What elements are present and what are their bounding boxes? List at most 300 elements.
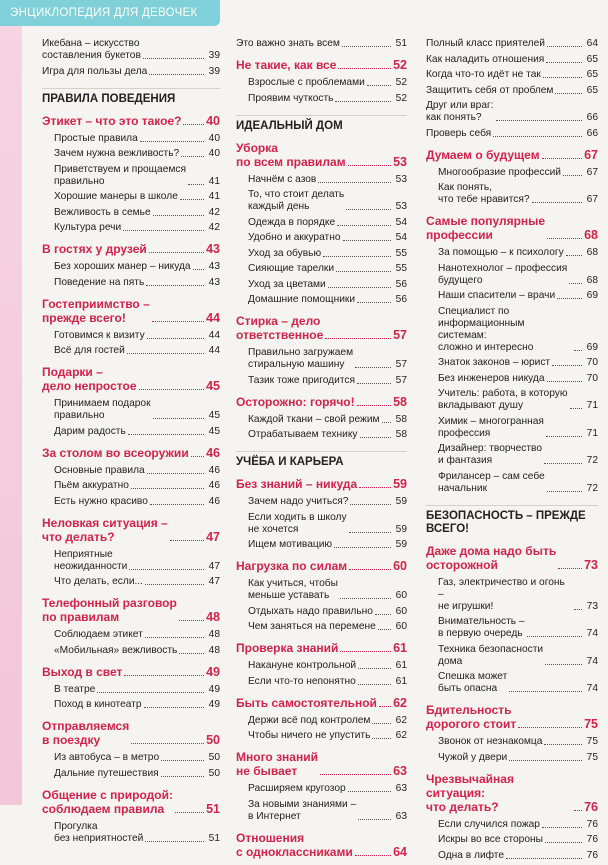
toc-entry[interactable] <box>236 783 407 795</box>
page-number: 47 <box>208 560 220 572</box>
entry-title: Одежда в порядке <box>248 216 336 228</box>
dot-leader <box>175 812 204 813</box>
toc-topic[interactable] <box>42 114 220 128</box>
entry-title: Дизайнер: творчество и фантазия <box>438 443 543 466</box>
dot-leader <box>336 271 391 272</box>
page-number: 51 <box>208 832 220 844</box>
toc-entry[interactable] <box>236 232 407 244</box>
toc-topic[interactable] <box>42 242 220 256</box>
toc-entry[interactable] <box>42 768 220 780</box>
toc-entry[interactable] <box>236 77 407 89</box>
entry-title: Домашние помощники <box>248 294 356 305</box>
dot-leader <box>191 456 204 457</box>
page-number: 56 <box>395 294 407 305</box>
page-number: 75 <box>586 736 598 747</box>
dot-leader <box>149 74 204 75</box>
entry-title: В театре <box>54 683 96 695</box>
toc-entry[interactable] <box>42 398 220 422</box>
entry-title: Газ, электричество и огонь – не игрушки! <box>438 576 565 612</box>
dot-leader <box>320 774 391 775</box>
entry-title: Чужой у двери <box>438 751 508 763</box>
page-number: 40 <box>206 113 220 128</box>
dot-leader <box>323 256 391 257</box>
toc-topic[interactable] <box>42 297 220 325</box>
dot-leader <box>131 743 204 744</box>
dot-leader <box>343 240 391 241</box>
dot-leader <box>153 215 204 216</box>
dot-leader <box>357 302 391 303</box>
dot-leader <box>359 487 391 488</box>
toc-entry[interactable] <box>42 699 220 711</box>
page-number: 53 <box>393 154 407 169</box>
dot-leader <box>338 68 391 69</box>
page-number: 48 <box>206 610 220 624</box>
toc-entry[interactable] <box>426 819 598 831</box>
entry-title: То, что стоит делать каждый день <box>248 189 345 212</box>
toc-entry[interactable] <box>236 799 407 823</box>
entry-title: Икебана – искусство составления букетов <box>42 38 141 61</box>
toc-entry[interactable] <box>42 821 220 845</box>
toc-topic[interactable] <box>426 544 598 572</box>
dot-leader <box>496 120 582 121</box>
page-number: 46 <box>208 480 220 491</box>
dot-leader <box>123 230 204 231</box>
entry-title: Хорошие манеры в школе <box>54 191 178 202</box>
dot-leader <box>334 547 391 548</box>
entry-title: Из автобуса – в метро <box>54 752 160 763</box>
toc-entry[interactable] <box>236 539 407 551</box>
toc-topic[interactable] <box>236 831 407 859</box>
entry-title: Уход за цветами <box>248 278 326 290</box>
toc-entry[interactable] <box>42 222 220 234</box>
entry-title: Нанотехнолог – профессия будущего <box>438 262 568 286</box>
entry-title: Химик – многогранная профессия <box>438 415 544 439</box>
dot-leader <box>348 791 391 792</box>
dot-leader <box>569 283 582 284</box>
topic-title: Стирка – дело ответственное <box>236 314 324 342</box>
toc-entry[interactable] <box>42 629 220 641</box>
page-number: 70 <box>586 357 598 368</box>
toc-column-3 <box>426 38 598 865</box>
page-number: 59 <box>395 523 407 535</box>
topic-title: Проверка знаний <box>236 641 339 655</box>
page-number: 57 <box>395 359 407 370</box>
toc-entry[interactable] <box>42 549 220 573</box>
toc-entry[interactable] <box>236 189 407 213</box>
page-number: 68 <box>586 247 598 258</box>
dot-leader <box>566 255 582 256</box>
dot-leader <box>552 365 582 366</box>
toc-entry[interactable] <box>236 248 407 260</box>
entry-title: Если ходить в школу не хочется <box>248 511 347 535</box>
toc-entry[interactable] <box>236 347 407 371</box>
toc-entry[interactable] <box>42 465 220 477</box>
dot-leader <box>149 252 204 253</box>
entry-title: Всё для гостей <box>54 345 125 356</box>
toc-entry[interactable] <box>42 496 220 508</box>
toc-entry[interactable] <box>426 644 598 668</box>
dot-leader <box>379 706 391 707</box>
dot-leader <box>328 287 391 288</box>
page-number: 76 <box>584 799 598 814</box>
page-number: 53 <box>395 201 407 212</box>
toc-entry[interactable] <box>426 443 598 467</box>
topic-title: Подарки – дело непростое <box>42 365 137 393</box>
toc-entry[interactable] <box>426 616 598 640</box>
toc-entry[interactable] <box>236 496 407 508</box>
page-number: 68 <box>586 274 598 286</box>
page-number: 63 <box>393 764 407 778</box>
page-number: 63 <box>395 783 407 794</box>
toc-topic[interactable] <box>42 446 220 460</box>
dot-leader <box>325 338 391 339</box>
page-number: 69 <box>586 341 598 353</box>
toc-entry[interactable] <box>42 277 220 289</box>
toc-entry[interactable] <box>426 577 598 613</box>
dot-leader <box>547 238 582 239</box>
dot-leader <box>542 158 582 159</box>
entry-title: Зачем нужна вежливость? <box>54 148 180 159</box>
dot-leader <box>358 684 391 685</box>
entry-title: Принимаем подарок правильно <box>54 398 151 421</box>
page-number: 64 <box>393 844 407 859</box>
topic-title: Думаем о будущем <box>426 147 540 162</box>
entry-title: Техника безопасности дома <box>438 643 544 667</box>
toc-entry[interactable] <box>236 512 407 536</box>
dot-leader <box>509 691 582 692</box>
page-number: 59 <box>395 539 407 550</box>
toc-entry[interactable] <box>426 850 598 862</box>
header-title: ЭНЦИКЛОПЕДИЯ ДЛЯ ДЕВОЧЕК <box>10 7 198 19</box>
toc-topic[interactable] <box>236 750 407 778</box>
dot-leader <box>145 637 204 638</box>
toc-entry[interactable] <box>42 645 220 657</box>
topic-title: Этикет – что это такое? <box>42 113 182 128</box>
page-number: 57 <box>395 374 407 386</box>
toc-entry[interactable] <box>426 100 598 124</box>
toc-entry[interactable] <box>42 330 220 342</box>
toc-entry[interactable] <box>42 261 220 273</box>
dot-leader <box>335 101 391 102</box>
dot-leader <box>544 744 582 745</box>
toc-topic[interactable] <box>236 696 407 710</box>
toc-entry[interactable] <box>426 54 598 66</box>
dot-leader <box>346 209 391 210</box>
topic-title: Телефонный разговор по правилам <box>42 596 177 624</box>
toc-entry[interactable] <box>426 247 598 259</box>
entry-title: Чтобы ничего не упустить <box>248 730 371 741</box>
topic-title: Неловкая ситуация – что делать? <box>42 515 168 544</box>
entry-title: Начнём с азов <box>248 173 317 185</box>
toc-topic[interactable] <box>236 641 407 655</box>
topic-title: Нагрузка по силам <box>236 559 348 573</box>
dot-leader <box>150 504 204 505</box>
page-number: 44 <box>208 329 220 341</box>
page-number: 74 <box>586 628 598 639</box>
toc-entry[interactable] <box>236 414 407 426</box>
entry-title: Знаток законов – юрист <box>438 357 551 368</box>
entry-title: Зачем надо учиться? <box>248 496 349 507</box>
page-number: 42 <box>208 206 220 218</box>
toc-entry[interactable] <box>426 290 598 302</box>
topic-title: Гостеприимство – прежде всего! <box>42 296 150 325</box>
toc-entry[interactable] <box>426 85 598 97</box>
toc-entry[interactable] <box>426 752 598 764</box>
toc-entry[interactable] <box>426 357 598 369</box>
toc-entry[interactable] <box>236 578 407 602</box>
entry-title: Взрослые с проблемами <box>248 77 365 88</box>
dot-leader <box>193 269 204 270</box>
page-number: 52 <box>395 77 407 88</box>
page-number: 40 <box>208 132 220 144</box>
entry-title: Защитить себя от проблем <box>426 84 554 96</box>
dot-leader <box>342 46 391 47</box>
page-number: 41 <box>208 175 220 187</box>
toc-entry[interactable] <box>42 345 220 357</box>
entry-title: Что делать, если... <box>54 576 144 587</box>
page-number: 65 <box>586 53 598 65</box>
page-number: 58 <box>395 413 407 425</box>
page-number: 65 <box>586 84 598 96</box>
toc-entry[interactable] <box>42 66 220 78</box>
page-number: 61 <box>393 641 407 655</box>
toc-entry[interactable] <box>426 182 598 206</box>
dot-leader <box>506 858 582 859</box>
toc-topic[interactable] <box>42 719 220 747</box>
toc-entry[interactable] <box>236 93 407 105</box>
dot-leader <box>543 77 582 78</box>
dot-leader <box>161 776 204 777</box>
toc-topic[interactable] <box>426 772 598 814</box>
page-number: 49 <box>206 664 220 679</box>
toc-topic[interactable] <box>42 596 220 624</box>
section-heading: БЕЗОПАСНОСТЬ – ПРЕЖДЕ ВСЕГО! <box>426 505 598 536</box>
toc-entry[interactable] <box>42 191 220 203</box>
dot-leader <box>367 85 391 86</box>
page-number: 54 <box>395 216 407 228</box>
toc-topic[interactable] <box>236 314 407 342</box>
dot-leader <box>147 338 204 339</box>
page-number: 53 <box>395 173 407 185</box>
entry-title: Пьём аккуратно <box>54 480 129 491</box>
toc-entry[interactable] <box>42 207 220 219</box>
topic-title: Быть самостоятельной <box>236 695 377 710</box>
toc-entry[interactable] <box>42 752 220 764</box>
page-number: 62 <box>393 695 407 710</box>
page-number: 57 <box>393 328 407 342</box>
page-number: 73 <box>586 600 598 612</box>
dot-leader <box>183 124 204 125</box>
dot-leader <box>143 58 204 59</box>
page-number: 45 <box>208 425 220 437</box>
dot-leader <box>139 389 205 390</box>
toc-entry[interactable] <box>42 133 220 145</box>
toc-entry[interactable] <box>42 426 220 438</box>
entry-title: «Мобильная» вежливость <box>54 644 178 656</box>
topic-title: Осторожно: горячо! <box>236 394 355 409</box>
dot-leader <box>527 636 582 637</box>
toc-entry[interactable] <box>236 279 407 291</box>
toc-entry[interactable] <box>426 69 598 81</box>
dot-leader <box>181 156 204 157</box>
topic-title: Без знаний – никуда <box>236 477 358 491</box>
entry-title: Многообразие профессий <box>438 166 561 178</box>
dot-leader <box>555 93 582 94</box>
toc-entry[interactable] <box>426 167 598 179</box>
toc-entry[interactable] <box>42 148 220 160</box>
entry-title: За новыми знаниями – в Интернет <box>248 798 357 822</box>
entry-title: Одна в лифте <box>438 849 505 861</box>
toc-entry[interactable] <box>42 480 220 492</box>
dot-leader <box>574 810 582 811</box>
toc-entry[interactable] <box>42 684 220 696</box>
topic-title: Не такие, как все <box>236 58 337 72</box>
toc-entry[interactable] <box>42 164 220 188</box>
entry-title: Сияющие тарелки <box>248 263 335 274</box>
entry-title: Отрабатываем технику <box>248 429 358 440</box>
dot-leader <box>128 434 204 435</box>
page-number: 67 <box>586 194 598 205</box>
entry-title: Если что-то непонятно <box>248 675 356 687</box>
toc-entry[interactable] <box>426 736 598 748</box>
dot-leader <box>140 141 204 142</box>
toc-entry[interactable] <box>426 416 598 440</box>
entry-title: Игра для пользы дела <box>42 65 148 77</box>
toc-entry[interactable] <box>236 38 407 50</box>
toc-entry[interactable] <box>42 576 220 588</box>
entry-title: Проявим чуткость <box>248 92 334 104</box>
toc-entry[interactable] <box>236 217 407 229</box>
toc-topic[interactable] <box>236 477 407 491</box>
page-number: 76 <box>586 834 598 845</box>
dot-leader <box>360 437 392 438</box>
toc-topic[interactable] <box>236 141 407 169</box>
entry-title: Чем заняться на перемене <box>248 621 376 632</box>
entry-title: Держи всё под контролем <box>248 714 371 726</box>
dot-leader <box>372 738 391 739</box>
toc-entry[interactable] <box>426 388 598 412</box>
toc-topic[interactable] <box>236 58 407 72</box>
topic-title: Выход в свет <box>42 664 123 679</box>
dot-leader <box>357 405 391 406</box>
toc-entry[interactable] <box>426 306 598 354</box>
page-number: 42 <box>208 222 220 233</box>
dot-leader <box>358 668 391 669</box>
toc-entry[interactable] <box>236 621 407 633</box>
toc-entry[interactable] <box>426 471 598 495</box>
page-number: 72 <box>586 455 598 466</box>
toc-entry[interactable] <box>426 373 598 385</box>
entry-title: Наши спасители – врачи <box>438 290 556 301</box>
dot-leader <box>509 760 582 761</box>
entry-title: Отдыхать надо правильно <box>248 605 373 617</box>
entry-title: Искры во все стороны <box>438 834 543 845</box>
page-number: 72 <box>586 482 598 494</box>
page-number: 39 <box>208 50 220 61</box>
page-number: 67 <box>586 166 598 178</box>
page-number: 52 <box>393 58 407 72</box>
page-number: 39 <box>208 65 220 77</box>
page-number: 62 <box>395 714 407 726</box>
toc-topic[interactable] <box>236 559 407 573</box>
toc-topic[interactable] <box>42 788 220 816</box>
toc-entry[interactable] <box>236 263 407 275</box>
entry-title: Друг или враг: как понять? <box>426 100 494 123</box>
running-header <box>0 0 220 26</box>
topic-title: В гостях у друзей <box>42 242 147 256</box>
toc-entry[interactable] <box>236 294 407 306</box>
dot-leader <box>145 841 204 842</box>
page-number: 75 <box>586 751 598 763</box>
entry-title: Тазик тоже пригодится <box>248 374 355 386</box>
toc-entry[interactable] <box>426 671 598 695</box>
toc-entry[interactable] <box>236 429 407 441</box>
toc-entry[interactable] <box>236 715 407 727</box>
toc-entry[interactable] <box>426 263 598 287</box>
topic-title: Бдительность дорогого стоит <box>426 703 517 731</box>
toc-entry[interactable] <box>236 174 407 186</box>
toc-entry[interactable] <box>236 375 407 387</box>
dot-leader <box>131 488 204 489</box>
toc-entry[interactable] <box>236 730 407 742</box>
entry-title: Вежливость в семье <box>54 206 151 218</box>
toc-entry[interactable] <box>426 128 598 140</box>
entry-title: Есть нужно красиво <box>54 495 148 507</box>
toc-topic[interactable] <box>426 703 598 731</box>
page-number: 49 <box>208 683 220 695</box>
entry-title: Как учиться, чтобы меньше уставать <box>248 578 338 601</box>
entry-title: Основные правила <box>54 464 145 476</box>
topic-title: Даже дома надо быть осторожной <box>426 543 557 572</box>
toc-topic[interactable] <box>42 516 220 544</box>
toc-entry[interactable] <box>42 38 220 62</box>
dot-leader <box>144 707 204 708</box>
toc-entry[interactable] <box>236 676 407 688</box>
page-number: 44 <box>208 345 220 356</box>
dot-leader <box>340 651 391 652</box>
dot-leader <box>544 463 582 464</box>
dot-leader <box>557 298 582 299</box>
dot-leader <box>349 569 391 570</box>
dot-leader <box>546 62 582 63</box>
toc-entry[interactable] <box>236 606 407 618</box>
page-number: 59 <box>395 496 407 507</box>
dot-leader <box>127 353 204 354</box>
toc-entry[interactable] <box>236 660 407 672</box>
entry-title: Как наладить отношения <box>426 53 545 65</box>
toc-topic[interactable] <box>426 214 598 242</box>
entry-title: Прогулка без неприятностей <box>54 820 144 844</box>
page-number: 50 <box>206 733 220 747</box>
entry-title: Поход в кинотеатр <box>54 699 142 710</box>
entry-title: Неприятные неожиданности <box>54 548 128 572</box>
dot-leader <box>147 473 204 474</box>
toc-topic[interactable] <box>42 665 220 679</box>
toc-entry[interactable] <box>426 834 598 846</box>
dot-leader <box>378 629 391 630</box>
page-number: 61 <box>395 660 407 671</box>
toc-topic[interactable] <box>426 148 598 162</box>
entry-title: Готовимся к визиту <box>54 329 145 341</box>
dot-leader <box>518 727 582 728</box>
toc-entry[interactable] <box>426 38 598 50</box>
toc-topic[interactable] <box>42 365 220 393</box>
toc-topic[interactable] <box>236 395 407 409</box>
entry-title: Правильно загружаем стиральную машину <box>248 347 354 370</box>
page-number: 65 <box>586 69 598 80</box>
entry-title: Спешка может быть опасна <box>438 671 508 694</box>
page-number: 58 <box>395 429 407 440</box>
